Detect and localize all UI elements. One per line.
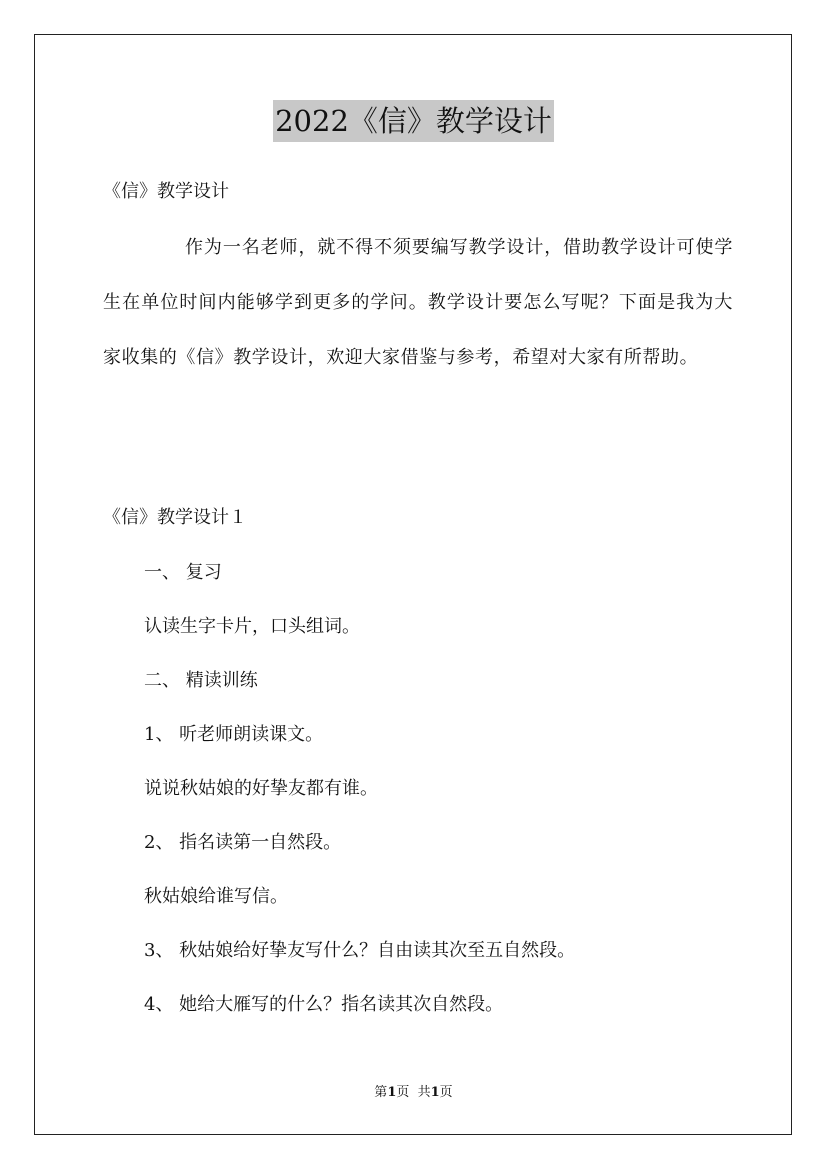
list-item: 说说秋姑娘的好挚友都有谁。 bbox=[144, 778, 378, 799]
page-label-mid: 页 共 bbox=[396, 1085, 431, 1100]
page-total: 1 bbox=[430, 1085, 440, 1100]
page-label-suffix: 页 bbox=[439, 1085, 453, 1100]
page-number: 1 bbox=[387, 1085, 397, 1100]
section-heading: 《信》教学设计１ bbox=[103, 507, 247, 528]
list-item: 1、 听老师朗读课文。 bbox=[144, 724, 324, 745]
list-item: 3、 秋姑娘给好挚友写什么？自由读其次至五自然段。 bbox=[144, 940, 576, 961]
list-item: 二、 精读训练 bbox=[144, 670, 258, 691]
list-item: 2、 指名读第一自然段。 bbox=[144, 832, 342, 853]
document-subtitle: 《信》教学设计 bbox=[103, 181, 229, 202]
list-item: 一、 复习 bbox=[144, 562, 222, 583]
document-title: 2022《信》教学设计 bbox=[273, 100, 554, 142]
list-item: 认读生字卡片，口头组词。 bbox=[144, 616, 360, 637]
list-item: 秋姑娘给谁写信。 bbox=[144, 886, 288, 907]
page-label-prefix: 第 bbox=[374, 1085, 388, 1100]
list-item: 4、 她给大雁写的什么？指名读其次自然段。 bbox=[144, 994, 504, 1015]
document-title-block bbox=[0, 100, 827, 142]
intro-paragraph: 作为一名老师，就不得不须要编写教学设计，借助教学设计可使学生在单位时间内能够学到更多的学问。教学设计要怎么写呢？下面是我为大家收集的《信》教学设计，欢迎大家借鉴与参考，希望对大家有所帮助。 bbox=[103, 237, 733, 368]
page-footer bbox=[0, 1084, 827, 1102]
